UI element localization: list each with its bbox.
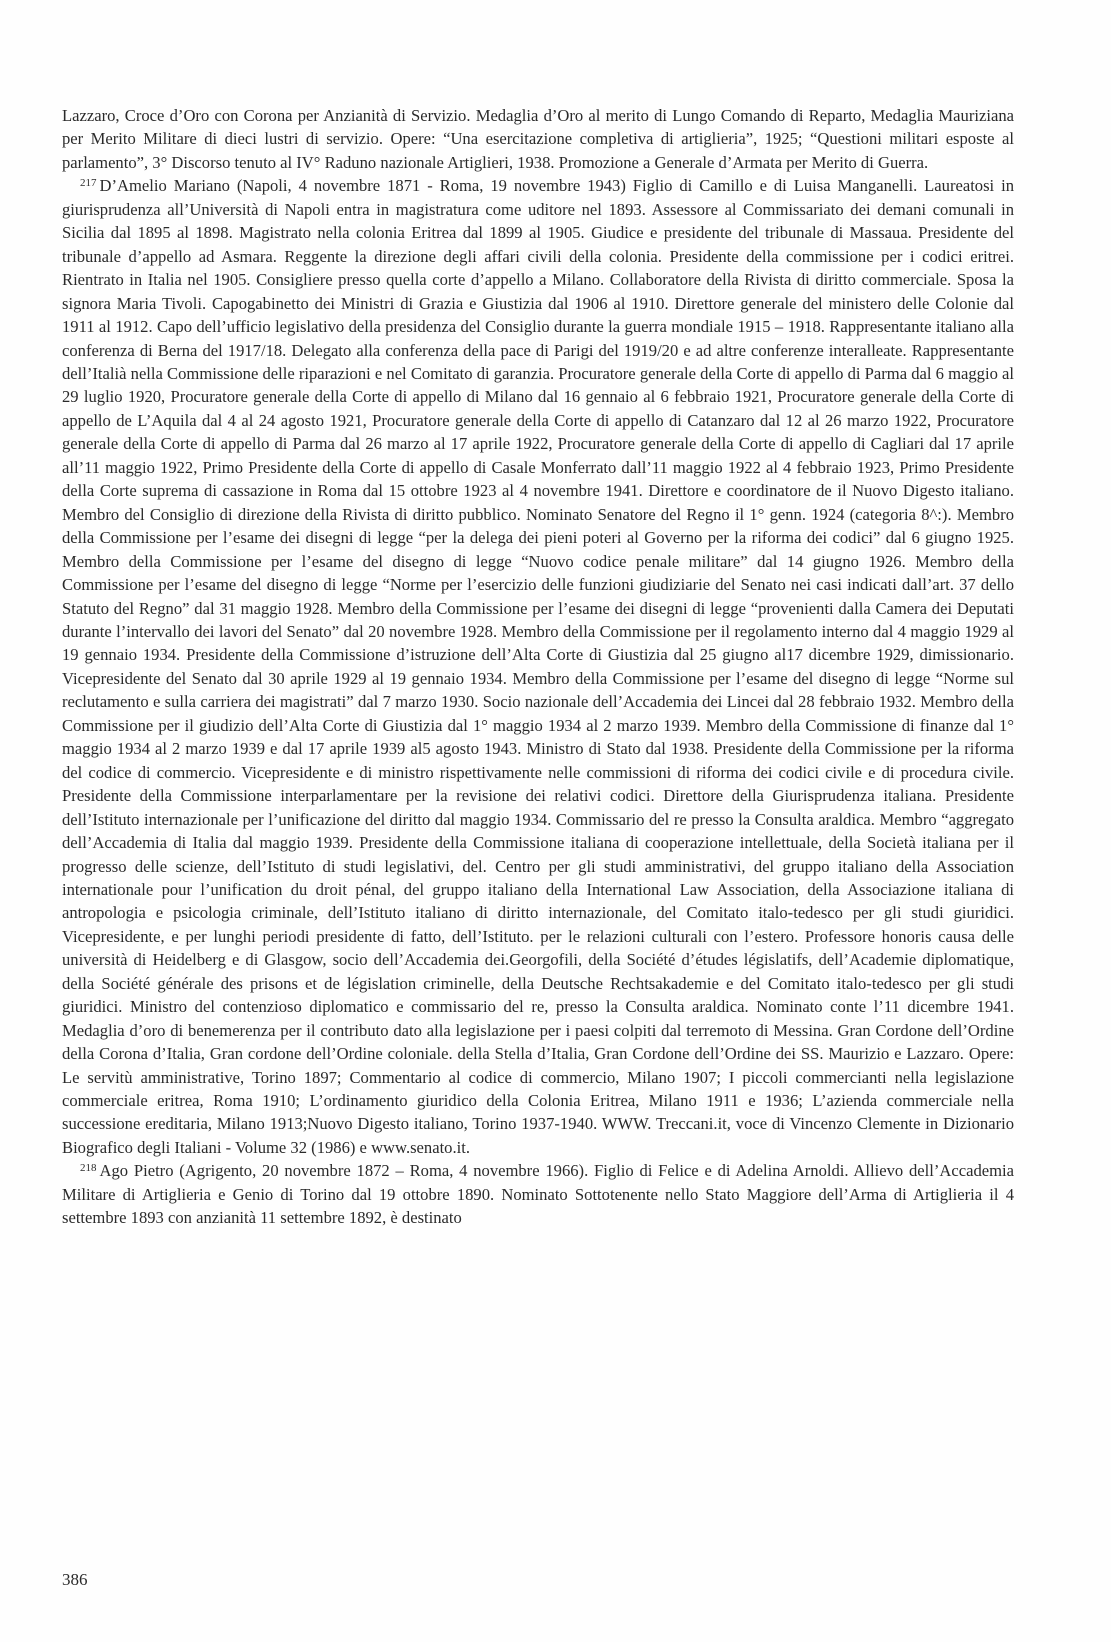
page-number: 386 (62, 1570, 88, 1589)
footnote-218 (62, 1159, 1014, 1229)
footnote-text: D’Amelio Mariano (Napoli, 4 novembre 1871 - Roma, 19 novembre 1943) Figlio di Camillo e di Luisa Manganelli. Laureatosi in giurisprudenza all’Università di Napoli entra in magistratura come uditore nel 1893. Assessore al Commissariato dei demani comunali in Sicilia dal 1895 al 1898. Magistrato nella colonia Eritrea dal 1899 al 1905. Giudice e presidente del tribunale di Massaua. Presidente del tribunale d’appello ad Asmara. Reggente la direzione degli affari civili della colonia. Presidente della commissione per i codici eritrei. Rientrato in Italia nel 1905. Consigliere presso quella corte d’appello a Milano. Collaboratore della Rivista di diritto commerciale. Sposa la signora Maria Tivoli. Capogabinetto dei Ministri di Grazia e Giustizia dal 1906 al 1910. Direttore generale del ministero delle Colonie dal 1911 al 1912. Capo dell’ufficio legislativo della presidenza del Consiglio durante la guerra mondiale 1915 – 1918. Rappresentante italiano alla conferenza di Berna del 1917/18. Delegato alla conferenza della pace di Parigi del 1919/20 e ad altre conferenze interalleate. Rappresentante dell’Italià nella Commissione delle riparazioni e nel Comitato di garanzia. Procuratore generale della Corte di appello di Parma dal 6 maggio al 29 luglio 1920, Procuratore generale della Corte di appello di Milano dal 16 gennaio al 6 febbraio 1921, Procuratore generale della Corte di appello de L’Aquila dal 4 al 24 agosto 1921, Procuratore generale della Corte di appello di Catanzaro dal 12 al 26 marzo 1922, Procuratore generale della Corte di appello di Parma dal 26 marzo al 17 aprile 1922, Procuratore generale della Corte di appello di Cagliari dal 17 aprile all’11 maggio 1922, Primo Presidente della Corte di appello di Casale Monferrato dall’11 maggio 1922 al 4 febbraio 1923, Primo Presidente della Corte suprema di cassazione in Roma dal 15 ottobre 1923 al 4 novembre 1941. Direttore e coordinatore de il Nuovo Digesto italiano. Membro del Consiglio di direzione della Rivista di diritto pubblico. Nominato Senatore del Regno il 1° genn. 1924 (categoria 8^:). Membro della Commissione per l’esame dei disegni di legge “per la delega dei pieni poteri al Governo per la riforma dei codici” dal 6 giugno 1925. Membro della Commissione per l’esame del disegno di legge “Nuovo codice penale militare” dal 14 giugno 1926. Membro della Commissione per l’esame del disegno di legge “Norme per l’esercizio delle funzioni giudiziarie del Senato nei casi indicati dall’art. 37 dello Statuto del Regno” dal 31 maggio 1928. Membro della Commissione per l’esame dei disegni di legge “provenienti dalla Camera dei Deputati durante l’intervallo dei lavori del Senato” dal 20 novembre 1928. Membro della Commissione per il regolamento interno dal 4 maggio 1929 al 19 gennaio 1934. Presidente della Commissione d’istruzione dell’Alta Corte di Giustizia dal 25 giugno al17 dicembre 1929, dimissionario. Vicepresidente del Senato dal 30 aprile 1929 al 19 gennaio 1934. Membro della Commissione per l’esame del disegno di legge “Norme sul reclutamento e sulla carriera dei magistrati” dal 7 marzo 1930. Socio nazionale dell’Accademia dei Lincei dal 28 febbraio 1932. Membro della Commissione per il giudizio dell’Alta Corte di Giustizia dal 1° maggio 1934 al 2 marzo 1939. Membro della Commissione di finanze dal 1° maggio 1934 al 2 marzo 1939 e dal 17 aprile 1939 al5 agosto 1943. Ministro di Stato dal 1938. Presidente della Commissione per la riforma del codice di commercio. Vicepresidente e di ministro rispettivamente nelle commissioni di riforma dei codici civile e di procedura civile. Presidente della Commissione interparlamentare per la revisione dei relativi codici. Direttore della Giurisprudenza italiana. Presidente dell’Istituto internazionale per l’unificazione del diritto dal maggio 1934. Commissario del re presso la Consulta araldica. Membro “aggregato dell’Accademia di Italia dal maggio 1939. Presidente della Commissione italiana di cooperazione intellettuale, della Società italiana per il progresso delle scienze, dell’Istituto di studi legislativi, del. Centro per gli studi amministrativi, del gruppo italiano della Association internationale pour l’unification du droit pénal, del gruppo italiano della International Law Association, della Associazione italiana di antropologia e psicologia criminale, dell’Istituto italiano di diritto internazionale, del Comitato italo-tedesco per gli studi giuridici. Vicepresidente, e per lunghi periodi presidente di fatto, dell’Istituto. per le relazioni culturali con l’estero. Professore honoris causa delle università di Heidelberg e di Glasgow, socio dell’Accademia dei.Georgofili, della Société d’études législatifs, dell’Academie diplomatique, della Société générale des prisons et de législation criminelle, della Deutsche Rechtsakademie e del Comitato italo-tedesco per gli studi giuridici. Ministro del contenzioso diplomatico e commissario del re, presso la Consulta araldica. Nominato conte l’11 dicembre 1941. Medaglia d’oro di benemerenza per il contributo dato alla legislazione per i paesi colpiti dal terremoto di Messina. Gran Cordone dell’Ordine della Corona d’Italia, Gran cordone dell’Ordine coloniale. della Stella d’Italia, Gran Cordone dell’Ordine dei SS. Maurizio e Lazzaro. Opere: Le servitù amministrative, Torino 1897; Commentario al codice di commercio, Milano 1907; I piccoli commercianti nella legislazione commerciale eritrea, Roma 1910; L’ordinamento giuridico della Colonia Eritrea, Milano 1911 e 1936; L’azienda commerciale nella successione ereditaria, Milano 1913;Nuovo Digesto italiano, Torino 1937-1940. WWW. Treccani.it, voce di Vincenzo Clemente in Dizionario Biografico degli Italiani - Volume 32 (1986) e www.senato.it. (62, 176, 1014, 1157)
paragraph-continuation: Lazzaro, Croce d’Oro con Corona per Anzianità di Servizio. Medaglia d’Oro al merito di Lungo Comando di Reparto, Medaglia Mauriziana per Merito Militare di dieci lustri di servizio. Opere: “Una esercitazione completiva di artiglieria”, 1925; “Questioni militari esposte al parlamento”, 3° Discorso tenuto al IV° Raduno nazionale Artiglieri, 1938. Promozione a Generale d’Armata per Merito di Guerra. (62, 106, 1014, 172)
footnote-number: 217 (80, 177, 97, 190)
body-text (62, 104, 1014, 1230)
footnote-number: 218 (80, 1162, 97, 1175)
footnote-217 (62, 174, 1014, 1159)
footnote-text: Ago Pietro (Agrigento, 20 novembre 1872 – Roma, 4 novembre 1966). Figlio di Felice e di Adelina Arnoldi. Allievo dell’Accademia Militare di Artiglieria e Genio di Torino dal 19 ottobre 1890. Nominato Sottotenente nello Stato Maggiore dell’Arma di Artiglieria il 4 settembre 1893 con anzianità 11 settembre 1892, è destinato (62, 1161, 1014, 1228)
